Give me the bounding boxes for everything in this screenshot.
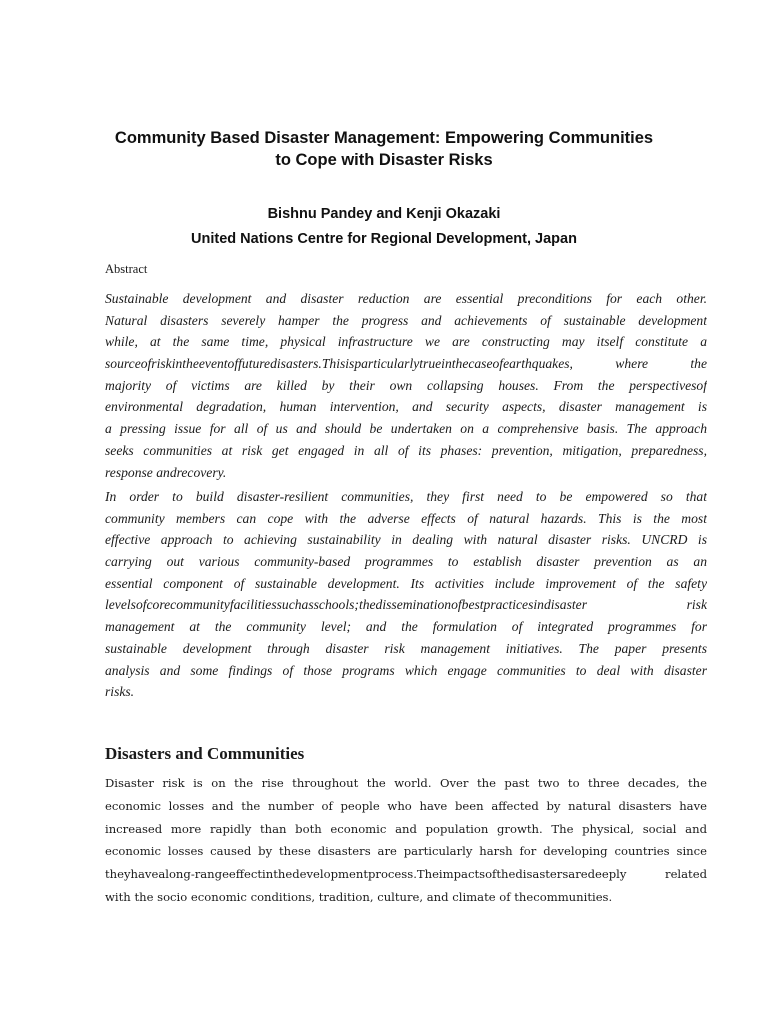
abstract-paragraph-1	[105, 288, 707, 483]
text-line: sustainable development through disaster risk management initiatives. The paper presents	[105, 640, 707, 656]
text-line: theyhavealong-rangeeffectinthedevelopmentprocess.Theimpactsofthedisastersaredeeply related	[105, 867, 707, 882]
text-line: Natural disasters severely hamper the progress and achievements of sustainable development	[105, 312, 707, 328]
text-line: essential component of sustainable development. Its activities include improvement of the safety	[105, 575, 707, 591]
text-line: environmental degradation, human intervention, and security aspects, disaster management is	[105, 399, 707, 415]
text-line: community members can cope with the adverse effects of natural hazards. This is the most	[105, 510, 707, 526]
text-line: a pressing issue for all of us and should be undertaken on a comprehensive basis. The approach	[105, 421, 707, 437]
text-line: economic losses and the number of people who have been affected by natural disasters have	[105, 798, 707, 813]
text-line: majority of victims are killed by their own collapsing houses. From the perspectivesof	[105, 377, 707, 393]
text-line: Disaster risk is on the rise throughout the world. Over the past two to three decades, the	[105, 776, 707, 790]
text-line: while, at the same time, physical infrastructure we are constructing may itself constitute a	[105, 334, 707, 350]
section-paragraph-1	[105, 772, 707, 909]
abstract-label: Abstract	[105, 262, 148, 276]
text-line: sourceofriskintheeventoffuturedisasters.Thisisparticularlytrueinthecaseofearthquakes, where the	[105, 356, 707, 372]
text-line: levelsofcorecommunityfacilitiessuchasschools;thedisseminationofbestpracticesindisaster risk	[105, 597, 707, 613]
text-line: effective approach to achieving sustainability in dealing with natural disaster risks. UNCRD is	[105, 532, 707, 548]
text-line: In order to build disaster-resilient communities, they first need to be empowered so that	[105, 489, 707, 504]
section-heading: Disasters and Communities	[105, 744, 305, 763]
text-line: with the socio economic conditions, tradition, culture, and climate of thecommunities.	[105, 889, 613, 904]
text-line: risks.	[105, 684, 135, 700]
text-line: Sustainable development and disaster reduction are essential preconditions for each other.	[105, 291, 707, 306]
text-line: analysis and some findings of those programs which engage communities to deal with disaster	[105, 662, 707, 678]
text-line: carrying out various community-based programmes to establish disaster prevention as an	[105, 554, 707, 570]
paper-title-line-1: Community Based Disaster Management: Empowering Communities	[114, 129, 654, 147]
text-line: increased more rapidly than both economic and population growth. The physical, social and	[105, 821, 707, 836]
text-line: economic losses caused by these disasters are particularly harsh for developing countries since	[105, 844, 707, 859]
text-line: response andrecovery.	[105, 464, 227, 480]
paper-title-line-2: to Cope with Disaster Risks	[275, 151, 493, 169]
affiliation: United Nations Centre for Regional Development, Japan	[191, 231, 577, 247]
authors: Bishnu Pandey and Kenji Okazaki	[267, 206, 501, 222]
abstract-paragraph-2	[105, 486, 707, 703]
text-line: seeks communities at risk get engaged in all of its phases: prevention, mitigation, preparedness,	[105, 442, 707, 458]
text-line: management at the community level; and the formulation of integrated programmes for	[105, 619, 707, 635]
